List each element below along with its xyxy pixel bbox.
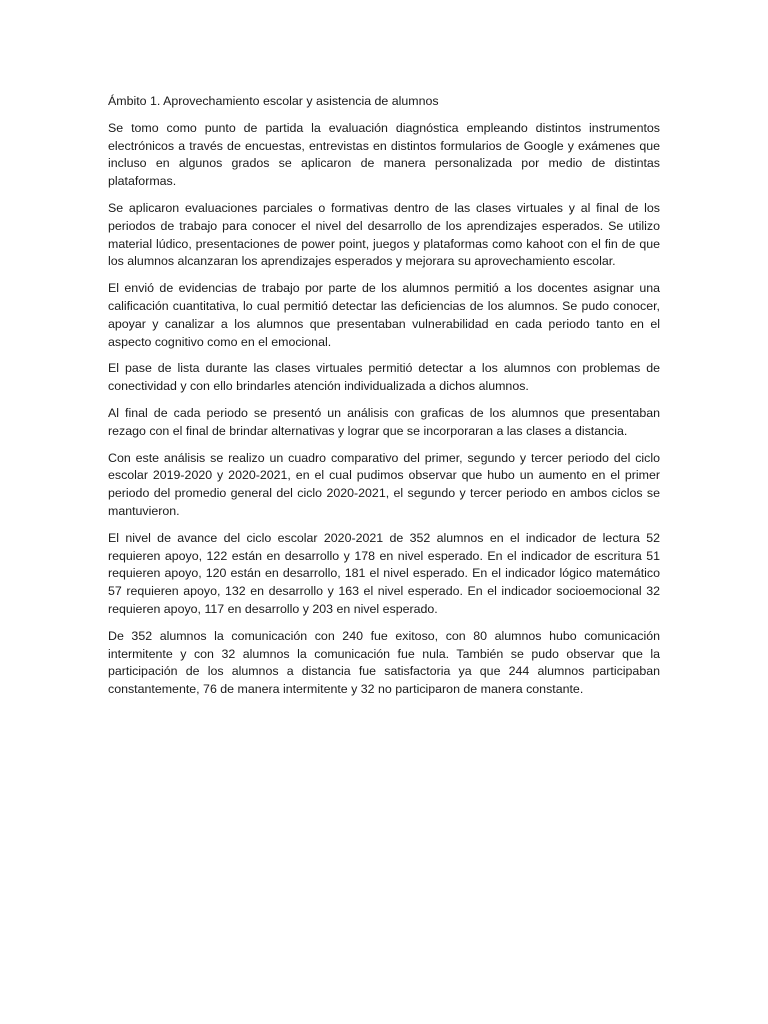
paragraph-period-analysis: Al final de cada periodo se presentó un análisis con graficas de los alumnos que presentaban rezago con el final de brindar alternativas y lograr que se incorporaran a las clases a distancia. <box>108 405 660 438</box>
paragraph-attendance: El pase de lista durante las clases virtuales permitió detectar a los alumnos con problemas de conectividad y con ello brindarles atención individualizada a dichos alumnos. <box>108 361 660 394</box>
paragraph-communication: De 352 alumnos la comunicación con 240 fue exitoso, con 80 alumnos hubo comunicación intermitente y con 32 alumnos la comunicación fue nula. También se pudo observar que la participación de los alumnos a distancia fue satisfactoria ya que 244 alumnos participaban constantemente, 76 de manera intermitente y 32 no participaron de manera constante. <box>108 628 660 697</box>
paragraph-progress-indicators: El nivel de avance del ciclo escolar 2020-2021 de 352 alumnos en el indicador de lectura 52 requieren apoyo, 122 están en desarrollo y 178 en nivel esperado. En el indicador de escritura 51 requieren apoyo, 120 están en desarrollo, 181 el nivel esperado. En el indicador lógico matemático 57 requieren apoyo, 132 en desarrollo y 163 el nivel esperado. En el indicador socioemocional 32 requieren apoyo, 117 en desarrollo y 203 en nivel esperado. <box>108 530 660 616</box>
section-heading: Ámbito 1. Aprovechamiento escolar y asistencia de alumnos <box>108 94 439 108</box>
paragraph-diagnostic-evaluation: Se tomo como punto de partida la evaluación diagnóstica empleando distintos instrumentos electrónicos a través de encuestas, entrevistas en distintos formularios de Google y exámenes que incluso en algunos grados se aplicaron de manera personalizada por medio de distintas plataformas. <box>108 120 660 189</box>
document-body <box>108 93 660 708</box>
paragraph-comparative-table: Con este análisis se realizo un cuadro comparativo del primer, segundo y tercer periodo del ciclo escolar 2019-2020 y 2020-2021, en el cual pudimos observar que hubo un aumento en el primer periodo del promedio general del ciclo 2020-2021, el segundo y tercer periodo en ambos ciclos se mantuvieron. <box>108 450 660 518</box>
paragraph-partial-evaluations: Se aplicaron evaluaciones parciales o formativas dentro de las clases virtuales y al final de los periodos de trabajo para conocer el nivel del desarrollo de los aprendizajes esperados. Se utilizo material lúdico, presentaciones de power point, juegos y plataformas como kahoot con el fin de que los alumnos alcanzaran los aprendizajes esperados y mejorara su aprovechamiento escolar. <box>108 200 660 269</box>
paragraph-evidence-submission: El envió de evidencias de trabajo por parte de los alumnos permitió a los docentes asignar una calificación cuantitativa, lo cual permitió detectar las deficiencias de los alumnos. Se pudo conocer, apoyar y canalizar a los alumnos que presentaban vulnerabilidad en cada periodo tanto en el aspecto cognitivo como en el emocional. <box>108 281 660 349</box>
